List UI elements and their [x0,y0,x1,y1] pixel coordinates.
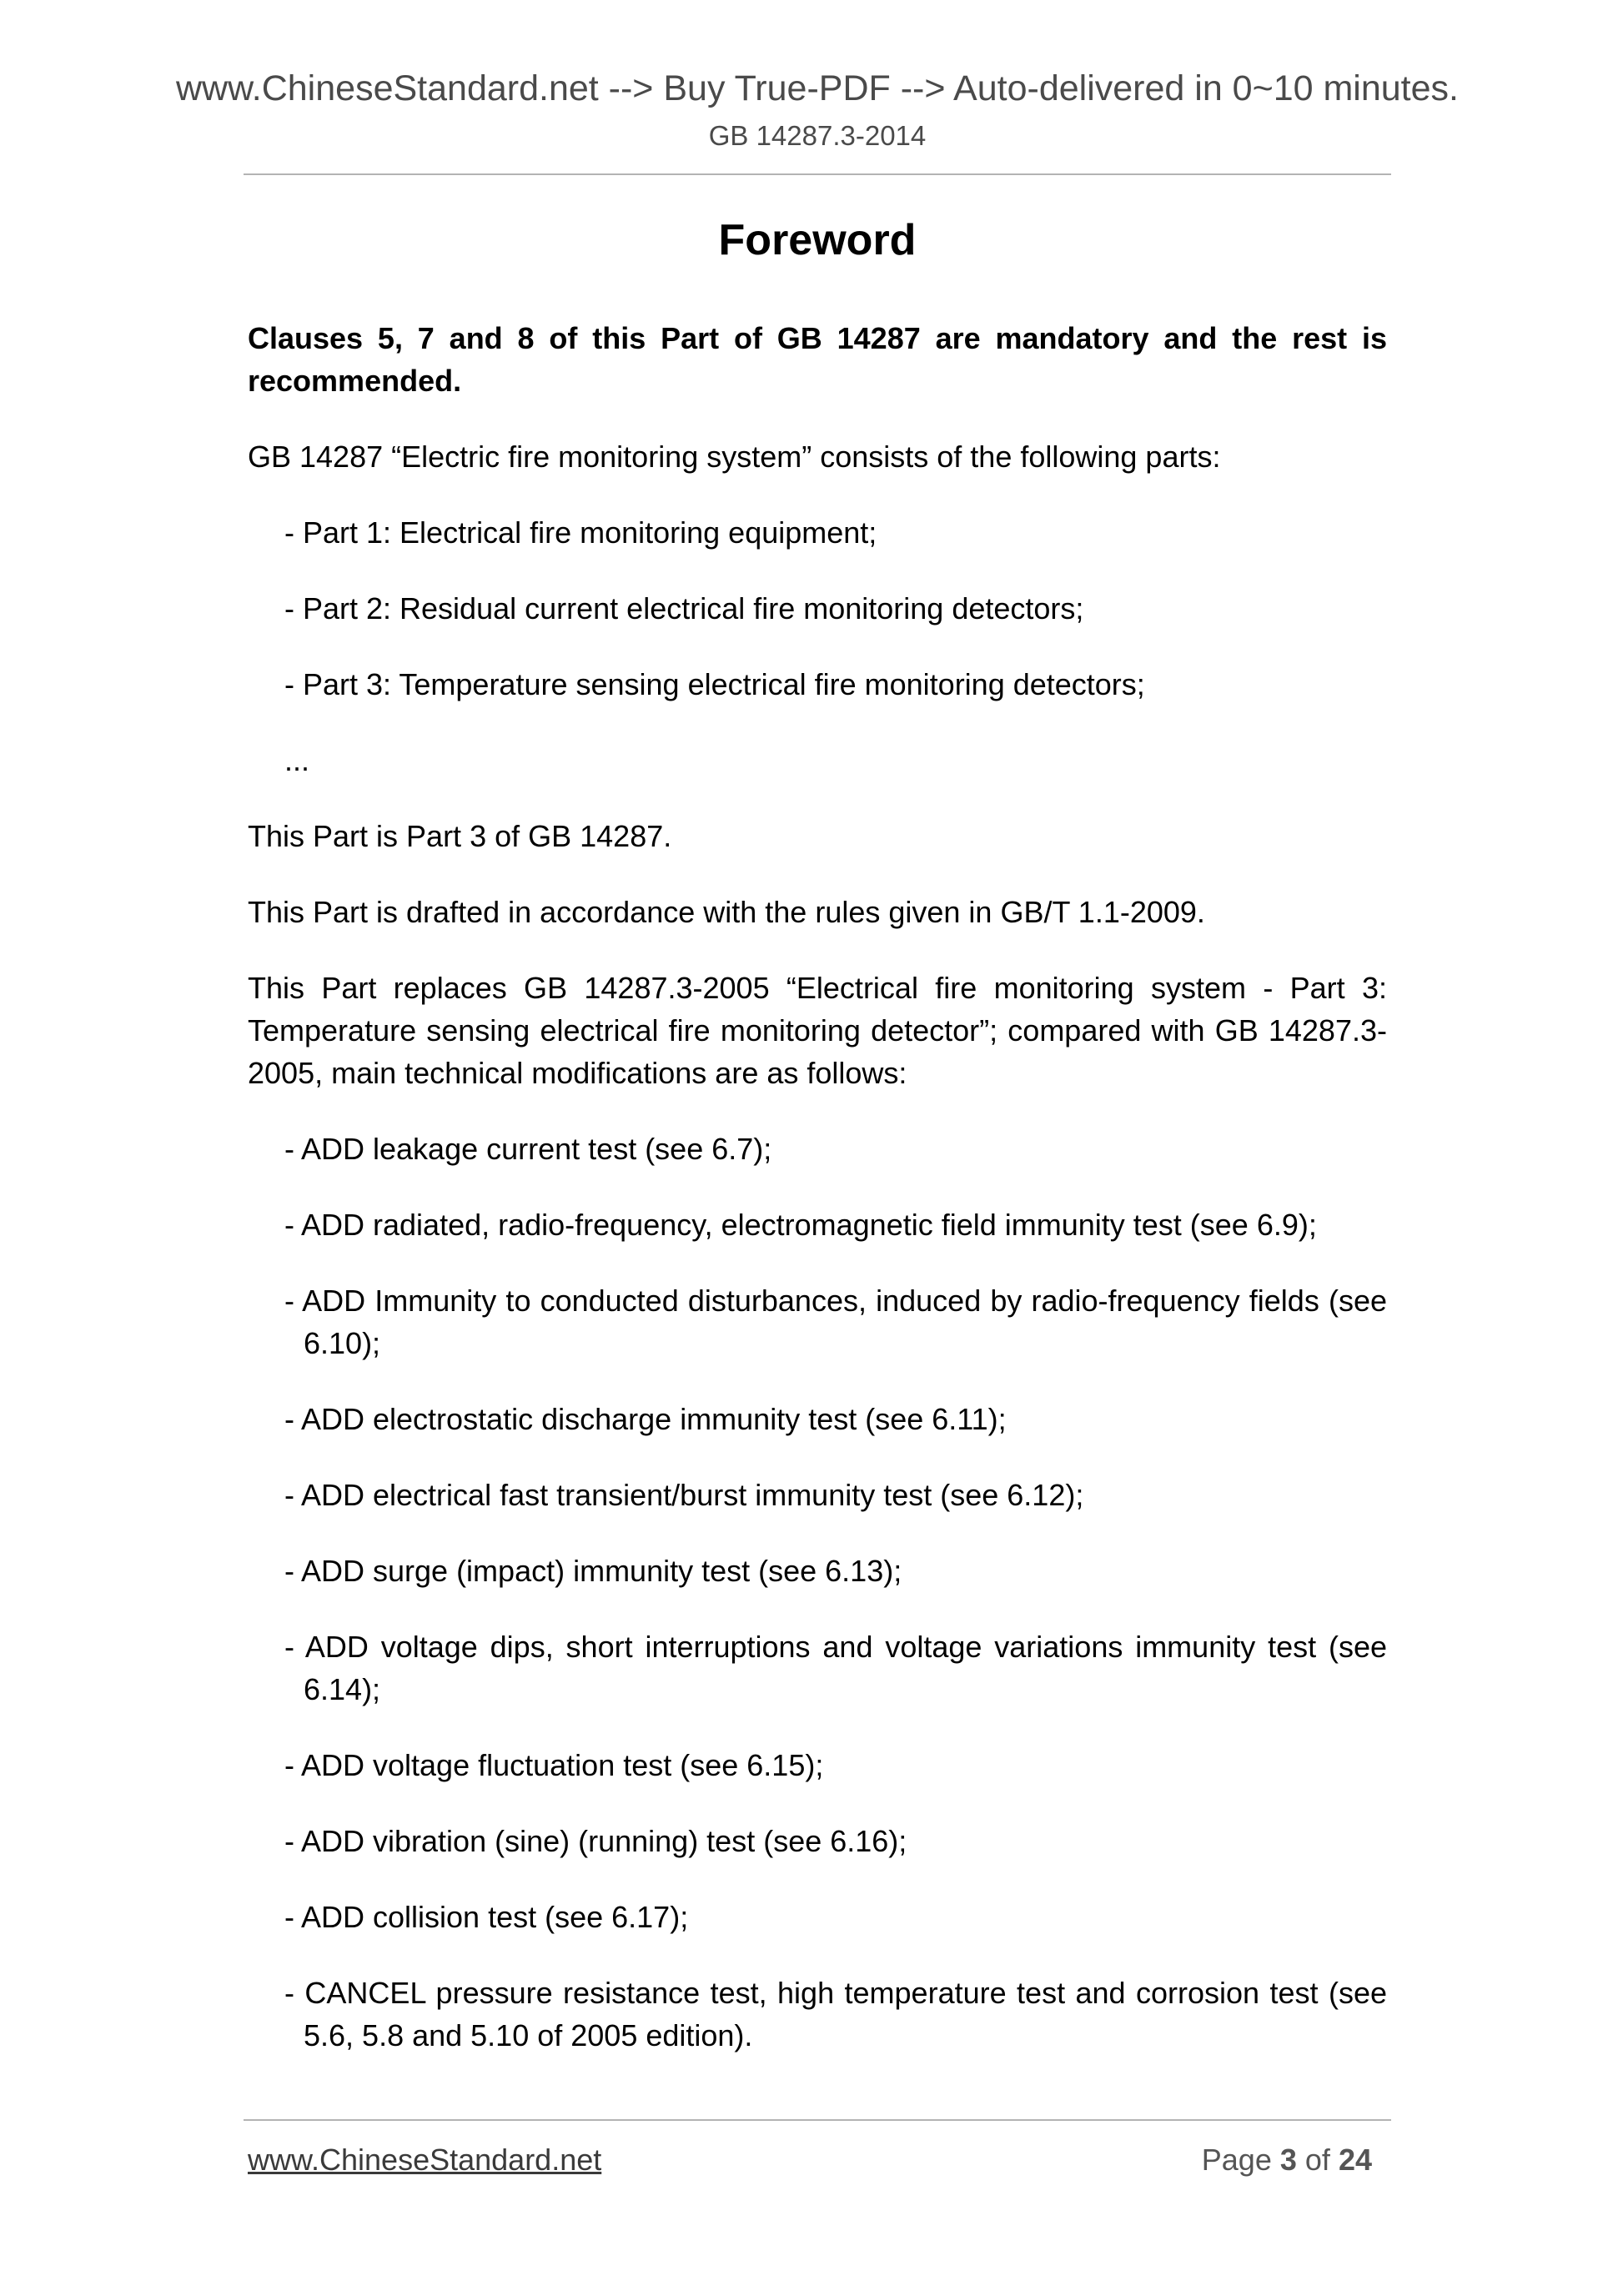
page-number: 3 [1279,2143,1297,2177]
modification-item [248,1203,1387,1246]
parts-intro: GB 14287 “Electric fire monitoring system” consists of the following parts: [248,440,1221,474]
page-of-label: of [1304,2143,1330,2177]
page-title: Foreword [718,216,917,264]
header-divider [244,173,1391,175]
footer-divider [244,2119,1391,2121]
modification-item [248,1625,1387,1711]
text-line: - ADD radiated, radio-frequency, electromagnetic field immunity test (see 6.9); [284,1208,1317,1242]
text-line: - ADD voltage dips, short interruptions and voltage variations immunity test (see [284,1630,1387,1664]
modification-item [248,1398,1387,1440]
text-line: - ADD surge (impact) immunity test (see 6.13); [284,1554,902,1588]
footer-site-link[interactable]: www.ChineseStandard.net [248,2143,602,2177]
drafting-statement: This Part is drafted in accordance with the rules given in GB/T 1.1-2009. [248,895,1205,929]
list-item [248,587,1387,630]
list-item [248,511,1387,554]
modification-item [248,1550,1387,1592]
text-line: Temperature sensing electrical fire monitoring detector”; compared with GB 14287.3- [248,1013,1387,1048]
part-statement: This Part is Part 3 of GB 14287. [248,819,672,853]
text-line: - Part 2: Residual current electrical fire monitoring detectors; [284,591,1084,625]
text-line: - Part 1: Electrical fire monitoring equipment; [284,515,877,550]
text-line: 2005, main technical modifications are as follows: [248,1056,907,1090]
modification-item [248,1279,1387,1364]
text-line: - CANCEL pressure resistance test, high temperature test and corrosion test (see [284,1976,1387,2010]
text-line: - ADD Immunity to conducted disturbances, induced by radio-frequency fields (see [284,1284,1387,1318]
text-line: This Part replaces GB 14287.3-2005 “Electrical fire monitoring system - Part 3: [248,971,1387,1005]
text-line: - ADD voltage fluctuation test (see 6.15); [284,1748,824,1782]
text-line: 6.14); [304,1672,381,1706]
text-line: 5.6, 5.8 and 5.10 of 2005 edition). [304,2018,753,2052]
modification-item [248,1896,1387,1938]
text-line: - Part 3: Temperature sensing electrical fire monitoring detectors; [284,667,1145,701]
modification-item [248,1972,1387,2057]
text-line: ... [284,743,310,777]
foreword-body [248,317,1387,2090]
text-line: 6.10); [304,1326,381,1360]
list-item [248,663,1387,706]
modification-item [248,1744,1387,1786]
list-ellipsis [248,739,1387,781]
text-line: recommended. [248,364,462,398]
page-total: 24 [1338,2143,1372,2177]
mandatory-note [248,317,1387,402]
modification-item [248,1128,1387,1170]
text-line: - ADD vibration (sine) (running) test (see 6.16); [284,1824,907,1858]
text-line: - ADD electrostatic discharge immunity test (see 6.11); [284,1402,1007,1436]
modification-item [248,1474,1387,1516]
text-line: - ADD collision test (see 6.17); [284,1900,689,1934]
header-document-id: GB 14287.3-2014 [708,120,927,151]
page-label: Page [1201,2143,1272,2177]
modification-item [248,1820,1387,1862]
page-indicator [1202,2139,1372,2181]
text-line: - ADD leakage current test (see 6.7); [284,1132,772,1166]
header-banner: www.ChineseStandard.net --> Buy True-PDF --> Auto-delivered in 0~10 minutes. [175,68,1459,108]
text-line: - ADD electrical fast transient/burst immunity test (see 6.12); [284,1478,1084,1512]
replacement-statement [248,967,1387,1094]
text-line: Clauses 5, 7 and 8 of this Part of GB 14287 are mandatory and the rest is [248,321,1387,355]
